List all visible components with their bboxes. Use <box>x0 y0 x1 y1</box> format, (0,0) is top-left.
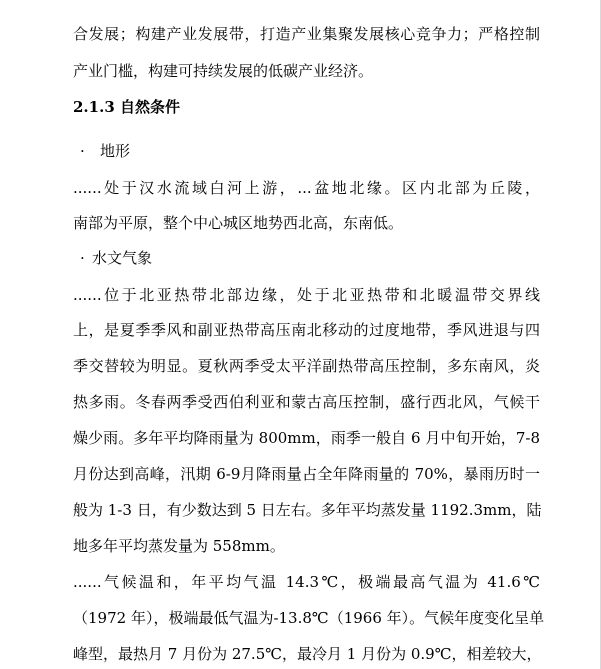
bullet-icon: · <box>80 249 85 267</box>
hydrology-line-4: 热多雨。冬春两季受西伯利亚和蒙古高压控制，盛行西北风，气候干 <box>73 393 540 411</box>
intro-line-2: 产业门槛，构建可持续发展的低碳产业经济。 <box>73 62 374 80</box>
terrain-line-1: ......处于汉水流域白河上游，...盆地北缘。区内北部为丘陵， <box>73 179 540 197</box>
hydrology-line-3: 季交替较为明显。夏秋两季受太平洋副热带高压控制，多东南风，炎 <box>73 357 540 375</box>
hydrology-line-1: ......位于北亚热带北部边缘，处于北亚热带和北暖温带交界线 <box>73 286 540 304</box>
hydrology-line-6: 月份达到高峰，汛期 6-9月降雨量占全年降雨量的 70%，暴雨历时一 <box>73 465 540 483</box>
bullet-icon: · <box>80 142 85 160</box>
hydrology-line-8: 地多年平均蒸发量为 558mm。 <box>73 537 285 555</box>
terrain-title: 地形 <box>100 142 131 160</box>
climate-line-1: ......气候温和，年平均气温 14.3℃，极端最高气温为 41.6℃ <box>73 573 540 591</box>
climate-line-3: 峰型，最热月 7 月份为 27.5℃，最冷月 1 月份为 0.9℃，相差较大， <box>73 645 542 663</box>
climate-line-2: （1972 年），极端最低气温为-13.8℃（1966 年）。气候年度变化呈单 <box>73 609 545 627</box>
intro-line-1: 合发展；构建产业发展带，打造产业集聚发展核心竞争力；严格控制 <box>73 25 540 43</box>
terrain-line-2: 南部为平原，整个中心城区地势西北高，东南低。 <box>73 214 404 232</box>
hydrology-title: 水文气象 <box>92 249 153 267</box>
hydrology-line-5: 燥少雨。多年平均降雨量为 800mm，雨季一般自 6 月中旬开始，7-8 <box>73 429 540 447</box>
hydrology-line-2: 上，是夏季季风和副亚热带高压南北移动的过度地带，季风进退与四 <box>73 321 540 339</box>
section-heading: 2.1.3 自然条件 <box>73 98 180 116</box>
hydrology-line-7: 般为 1-3 日，有少数达到 5 日左右。多年平均蒸发量 1192.3mm，陆 <box>73 501 542 519</box>
hydrology-heading <box>80 248 601 268</box>
terrain-heading <box>80 141 601 161</box>
